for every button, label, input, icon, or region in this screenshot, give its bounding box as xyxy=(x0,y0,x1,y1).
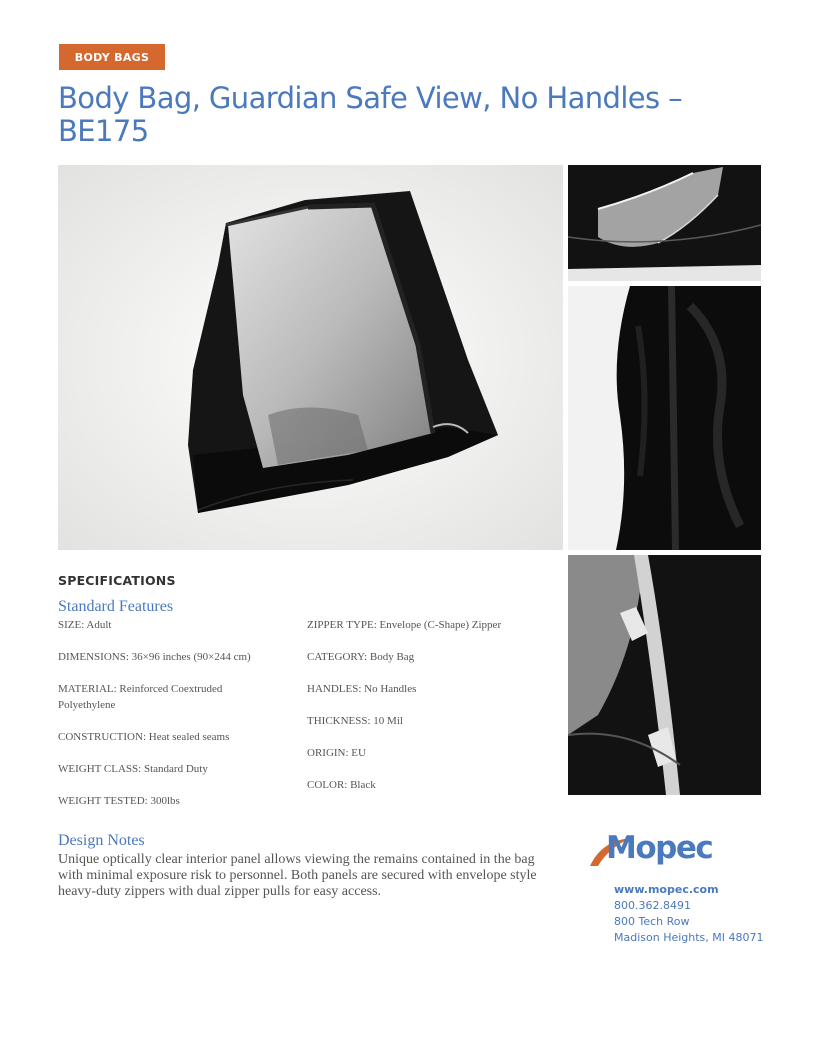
zipper-detail-image-1 xyxy=(568,165,761,281)
spec-category: CATEGORY: Body Bag xyxy=(307,651,415,663)
design-notes-heading: Design Notes xyxy=(58,832,145,849)
spec-weight-tested: WEIGHT TESTED: 300lbs xyxy=(58,795,180,807)
spec-size: SIZE: Adult xyxy=(58,619,112,631)
standard-features-heading: Standard Features xyxy=(58,598,174,615)
zipper-detail-image-2 xyxy=(568,286,761,550)
address-line-2: Madison Heights, MI 48071 xyxy=(614,931,764,944)
main-product-image xyxy=(58,165,563,550)
title-line-2: BE175 xyxy=(58,114,149,148)
brand-name: Mopec xyxy=(606,830,713,866)
spec-color: COLOR: Black xyxy=(307,779,376,791)
page-title xyxy=(58,82,758,148)
spec-thickness: THICKNESS: 10 Mil xyxy=(307,715,403,727)
spec-handles: HANDLES: No Handles xyxy=(307,683,417,695)
spec-construction: CONSTRUCTION: Heat sealed seams xyxy=(58,731,230,743)
address-line-1: 800 Tech Row xyxy=(614,915,690,928)
spec-zipper-type: ZIPPER TYPE: Envelope (C-Shape) Zipper xyxy=(307,619,502,631)
title-line-1: Body Bag, Guardian Safe View, No Handles – xyxy=(58,81,683,115)
website-link[interactable]: www.mopec.com xyxy=(614,883,719,896)
specifications-heading: SPECIFICATIONS xyxy=(58,573,176,588)
spec-material: MATERIAL: Reinforced Coextruded Polyethylene xyxy=(58,683,223,711)
brand-logo xyxy=(588,832,733,874)
phone-number: 800.362.8491 xyxy=(614,899,691,912)
category-tag: BODY BAGS xyxy=(59,44,165,70)
spec-weight-class: WEIGHT CLASS: Standard Duty xyxy=(58,763,208,775)
spec-origin: ORIGIN: EU xyxy=(307,747,366,759)
spec-dimensions: DIMENSIONS: 36×96 inches (90×244 cm) xyxy=(58,651,251,663)
design-notes-body: Unique optically clear interior panel allows viewing the remains contained in the bag with minimal exposure risk to personnel. Both panels are secured with envelope style heavy-duty zippers with dual zipper pulls for easy access. xyxy=(58,852,537,899)
zipper-pull-detail-image xyxy=(568,555,761,795)
